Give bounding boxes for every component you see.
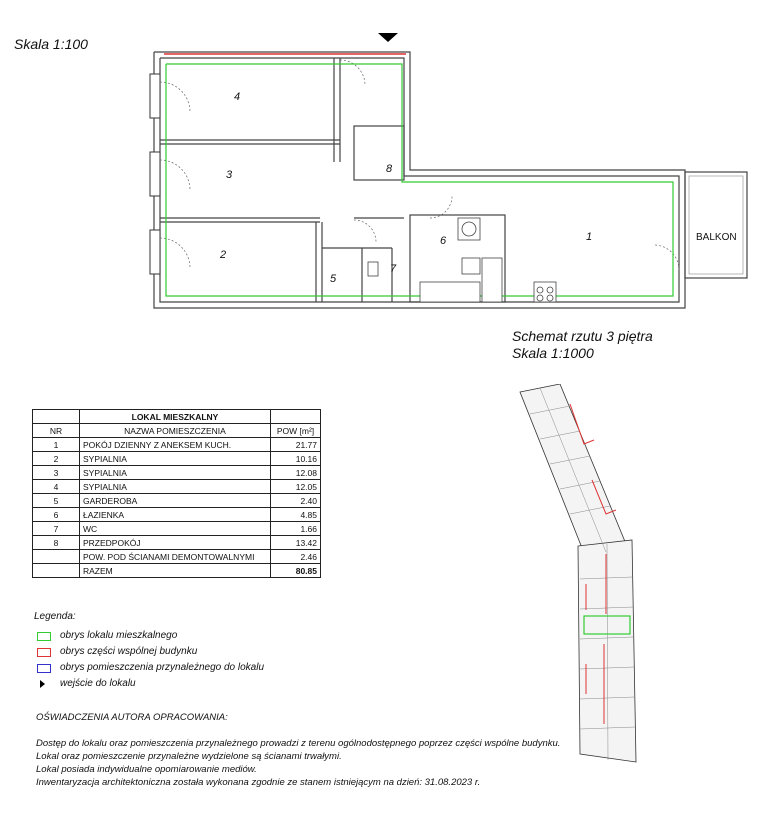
windows: [150, 74, 160, 274]
legend-item: obrys części wspólnej budynku: [60, 646, 198, 657]
total-label: RAZEM: [80, 564, 271, 578]
legend: [34, 611, 264, 692]
table-row: 5 GARDEROBA 2.40: [33, 494, 321, 508]
author-statements: [36, 711, 560, 789]
room-label-8: 8: [386, 163, 393, 175]
entrance-marker-icon: [378, 33, 398, 42]
header-area: POW [m²]: [271, 424, 321, 438]
room-area-table: [32, 409, 321, 578]
schematic-scale: Skala 1:1000: [512, 345, 594, 361]
floor-schematic: [514, 384, 664, 764]
entrance-arrow-icon: [40, 680, 45, 688]
table-total-row: [33, 564, 321, 578]
room-label-1: 1: [586, 231, 593, 243]
legend-entrance: wejście do lokalu: [60, 678, 136, 689]
note-line: Dostęp do lokalu oraz pomieszczenia przynależnego prowadzi z terenu ogólnodostępnego poprzez części wspólne budynku.: [36, 738, 561, 749]
table-row: 8 PRZEDPOKÓJ 13.42: [33, 536, 321, 550]
room-label-2: 2: [220, 249, 227, 261]
total-value: 80.85: [271, 564, 321, 578]
balcony-label: BALKON: [696, 232, 737, 243]
legend-item: obrys lokalu mieszkalnego: [60, 630, 178, 641]
blue-swatch-icon: [37, 664, 51, 673]
room-label-4: 4: [234, 91, 241, 103]
room-label-5: 5: [330, 273, 337, 285]
legend-title: Legenda:: [34, 611, 76, 622]
table-row: 2 SYPIALNIA 10.16: [33, 452, 321, 466]
balcony: [685, 172, 747, 278]
table-row: 3 SYPIALNIA 12.08: [33, 466, 321, 480]
schematic-title: [512, 328, 653, 362]
scale-label: Skala 1:100: [14, 36, 88, 52]
table-row: 6 ŁAZIENKA 4.85: [33, 508, 321, 522]
schematic-title-line1: Schemat rzutu 3 piętra: [512, 328, 653, 344]
table-row: POW. POD ŚCIANAMI DEMONTOWALNYMI 2.46: [33, 550, 321, 564]
room-label-6: 6: [440, 235, 447, 247]
room-label-3: 3: [226, 169, 233, 181]
table-row: 4 SYPIALNIA 12.05: [33, 480, 321, 494]
floor-plan: [140, 30, 760, 320]
table-title: LOKAL MIESZKALNY: [80, 410, 271, 424]
legend-item: obrys pomieszczenia przynależnego do lokalu: [60, 662, 265, 673]
table-row: 7 WC 1.66: [33, 522, 321, 536]
notes-heading: OŚWIADCZENIA AUTORA OPRACOWANIA:: [36, 712, 228, 723]
header-name: NAZWA POMIESZCZENIA: [80, 424, 271, 438]
note-line: Lokal posiada indywidualne opomiarowanie mediów.: [36, 764, 257, 775]
apartment-outline: [166, 64, 673, 296]
header-nr: NR: [33, 424, 80, 438]
red-swatch-icon: [37, 648, 51, 657]
green-swatch-icon: [37, 632, 51, 641]
fixtures: [368, 218, 556, 302]
room-label-7: 7: [390, 263, 397, 275]
note-line: Inwentaryzacja architektoniczna została wykonana zgodnie ze stanem istniejącym na dzień: 31.08.2023 r.: [36, 777, 481, 788]
note-line: Lokal oraz pomieszczenie przynależne wydzielone są ścianami trwałymi.: [36, 751, 342, 762]
table-row: 1 POKÓJ DZIENNY Z ANEKSEM KUCH. 21.77: [33, 438, 321, 452]
